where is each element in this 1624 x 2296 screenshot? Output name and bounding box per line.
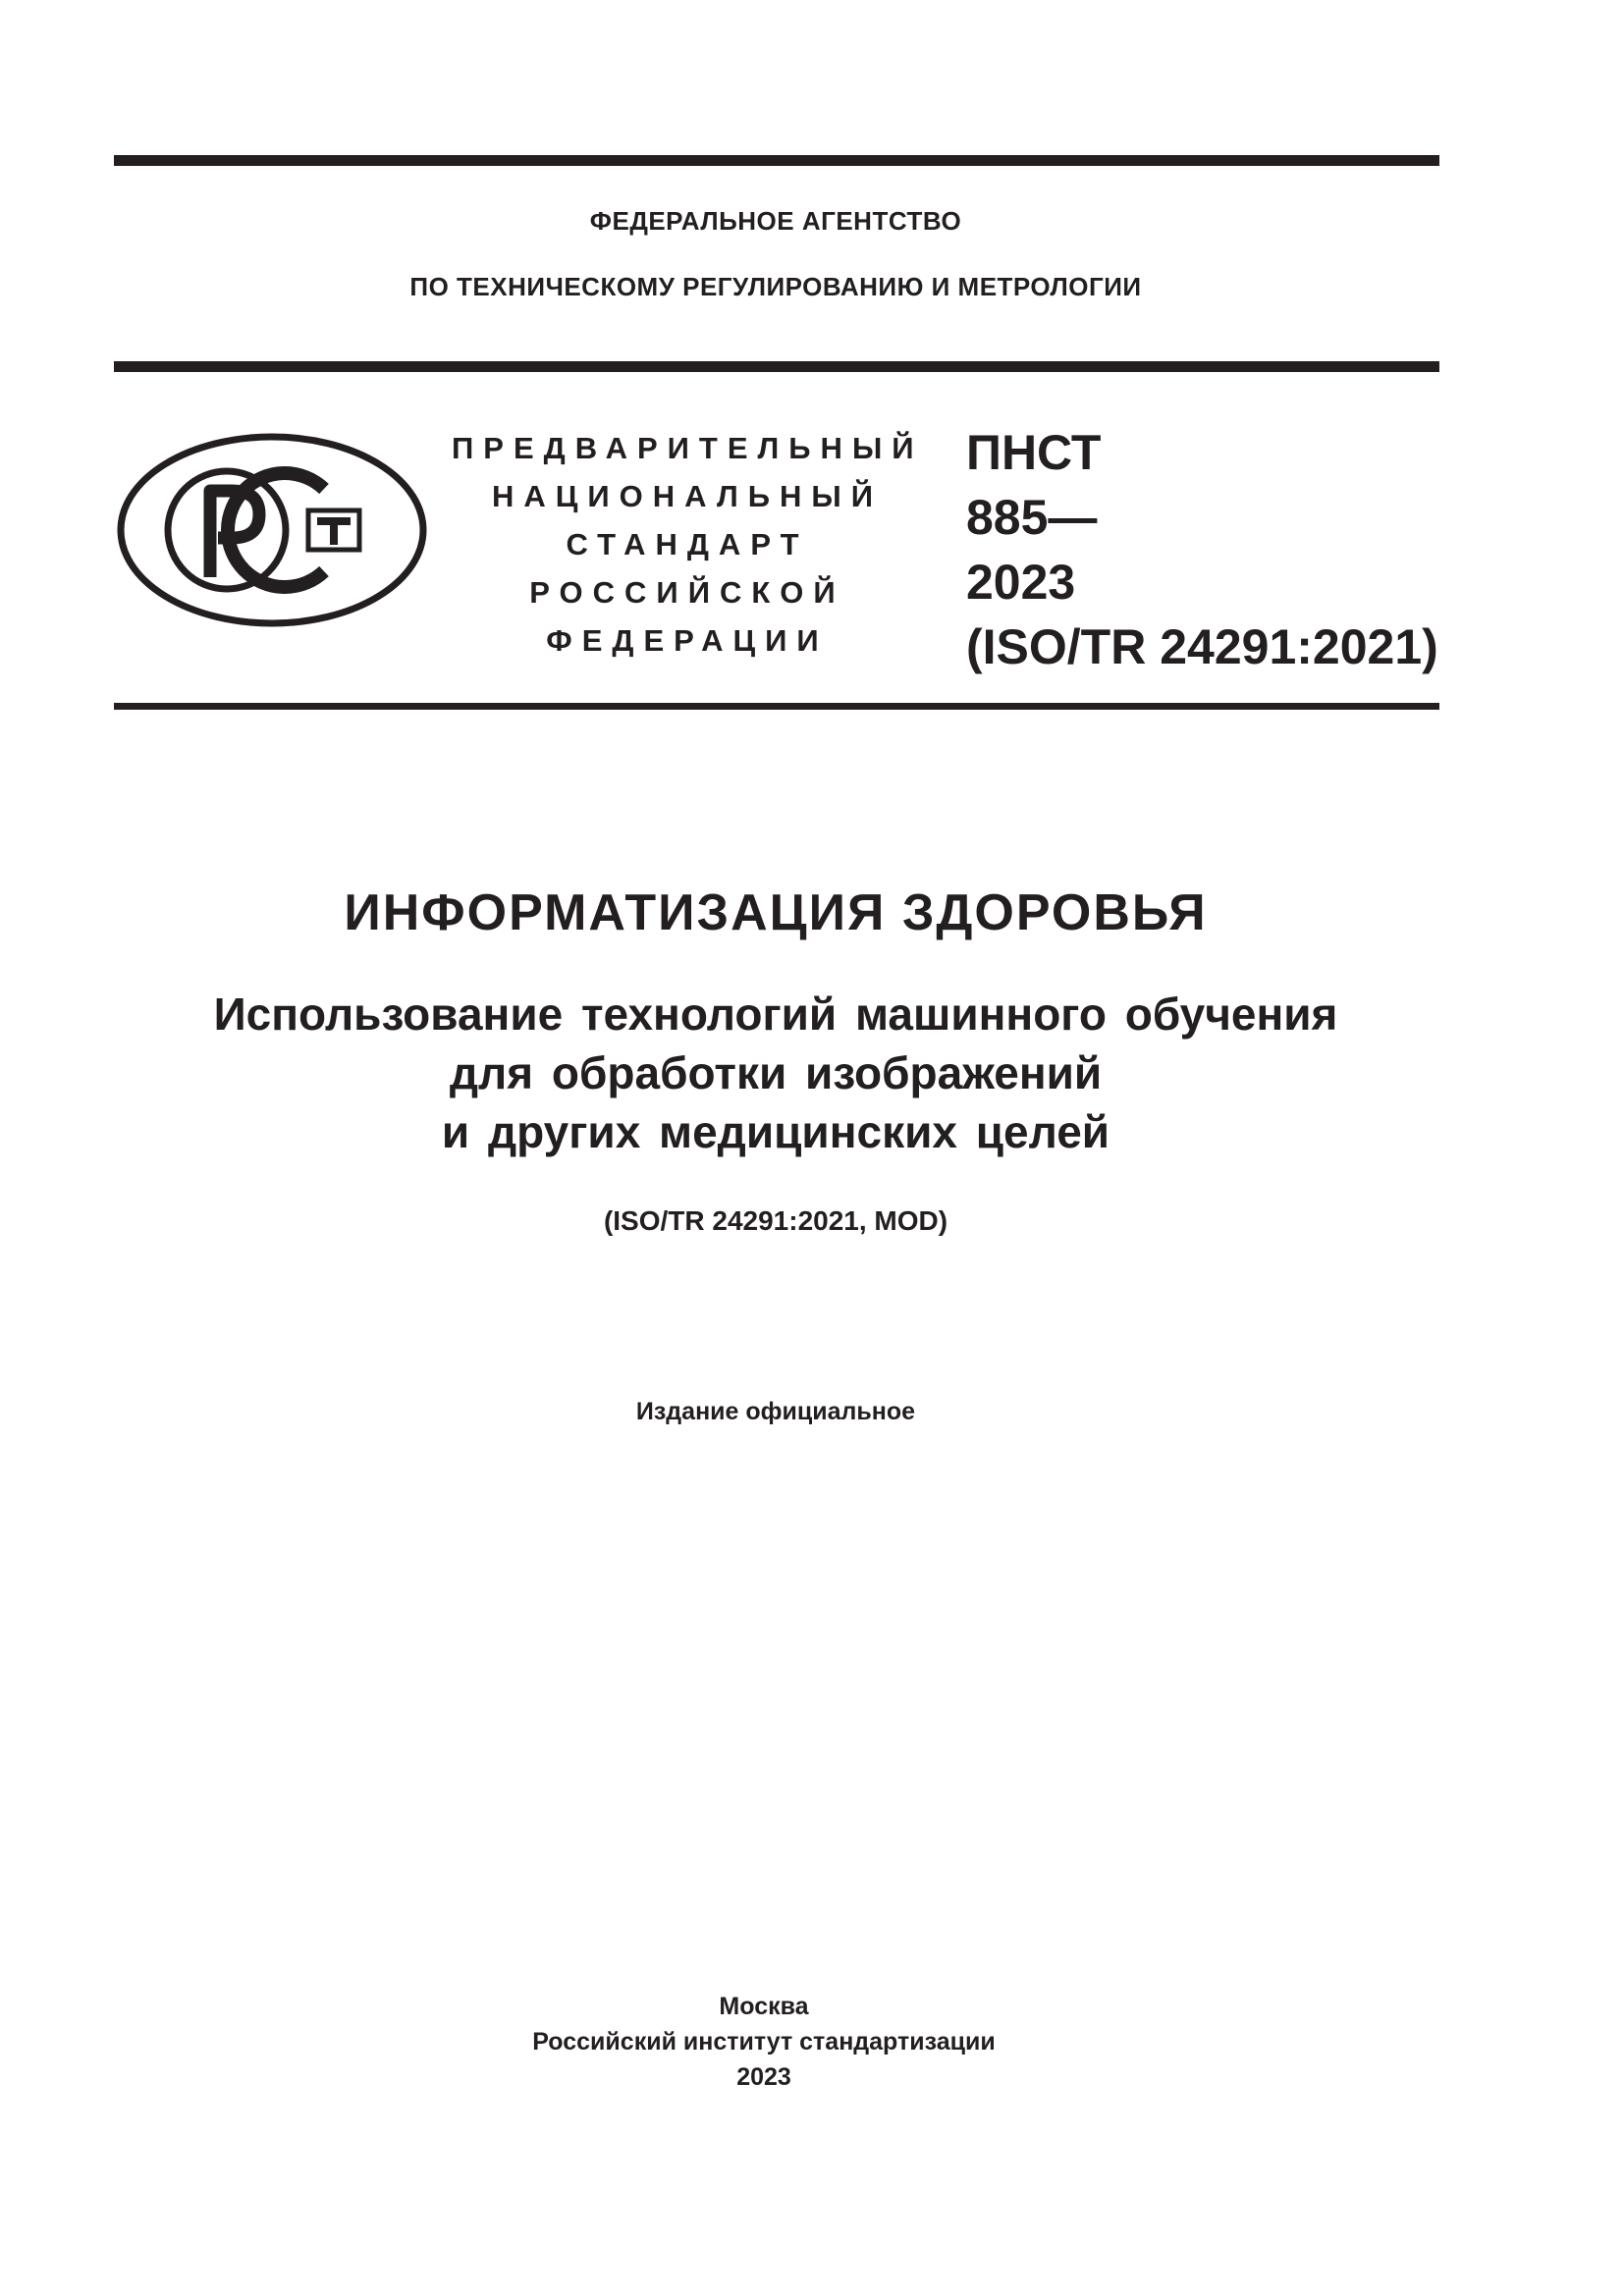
standard-number: 885—	[966, 490, 1098, 545]
standard-type-block	[452, 424, 923, 665]
rst-certification-mark-icon	[116, 432, 428, 628]
document-title: ИНФОРМАТИЗАЦИЯ ЗДОРОВЬЯ	[344, 884, 1208, 941]
subtitle-line: Использование технологий машинного обучения	[213, 988, 1338, 1040]
subtitle-line: и других медицинских целей	[441, 1106, 1110, 1157]
subtitle-line: для обработки изображений	[449, 1047, 1103, 1098]
imprint	[0, 1989, 1528, 2095]
imprint-city: Москва	[719, 1993, 809, 2020]
imprint-year: 2023	[736, 2063, 791, 2091]
imprint-publisher: Российский институт стандартизации	[532, 2028, 996, 2056]
title-block-divider	[114, 703, 1439, 710]
standard-number-block	[966, 420, 1438, 679]
iso-modification-reference: (ISO/TR 24291:2021, MOD)	[603, 1205, 948, 1236]
document-subtitle	[0, 985, 1551, 1161]
edition-note: Издание официальное	[635, 1398, 916, 1425]
standard-type-line: НАЦИОНАЛЬНЫЙ	[491, 479, 884, 513]
standard-designation: ПНСТ	[966, 425, 1102, 480]
standard-type-line: РОССИЙСКОЙ	[529, 575, 845, 610]
top-divider	[114, 155, 1439, 166]
standard-type-line: СТАНДАРТ	[566, 527, 809, 561]
emblem-graphic	[116, 432, 428, 628]
agency-name-line-2: ПО ТЕХНИЧЕСКОМУ РЕГУЛИРОВАНИЮ И МЕТРОЛОГИИ	[409, 272, 1142, 301]
agency-name-line-1: ФЕДЕРАЛЬНОЕ АГЕНТСТВО	[589, 206, 962, 236]
standard-iso-reference: (ISO/TR 24291:2021)	[966, 619, 1438, 674]
standard-type-line: ФЕДЕРАЦИИ	[546, 623, 829, 658]
standard-type-line: ПРЕДВАРИТЕЛЬНЫЙ	[452, 431, 924, 465]
standard-year: 2023	[966, 555, 1076, 610]
header-divider	[114, 361, 1439, 372]
